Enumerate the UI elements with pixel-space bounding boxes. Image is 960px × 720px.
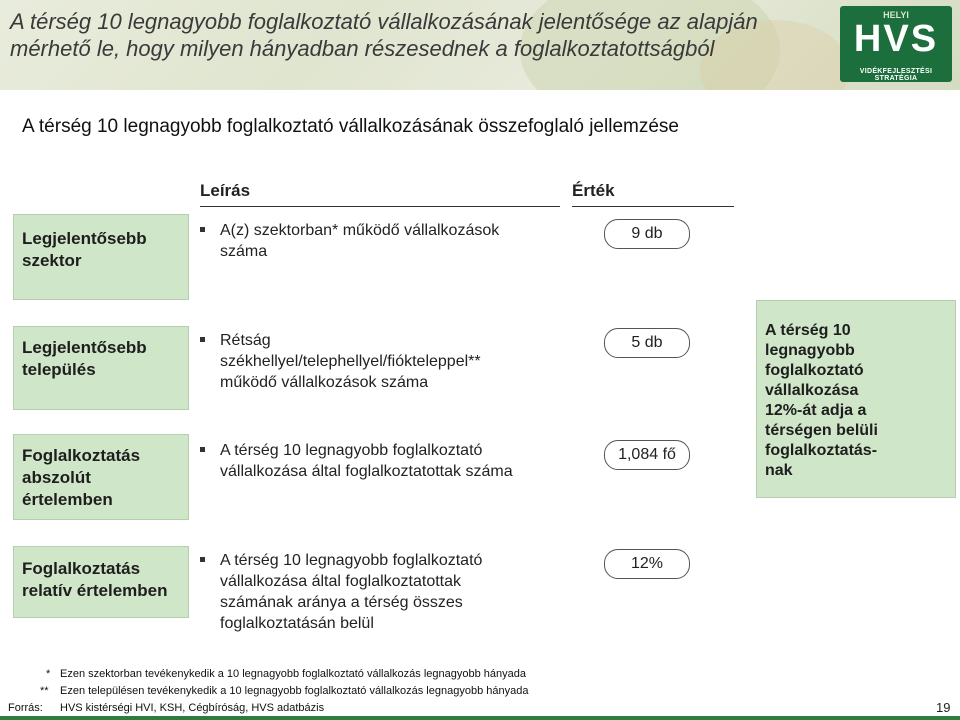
row-label-box: [13, 326, 189, 410]
column-header-description: Leírás: [200, 181, 251, 200]
header-banner: [0, 0, 960, 90]
row-description: [200, 550, 580, 636]
footnote-mark: **: [40, 685, 49, 697]
column-underline: [200, 206, 560, 207]
value-pill: 5 db: [604, 328, 690, 358]
summary-line: nak: [765, 462, 793, 479]
summary-line: foglalkoztató: [765, 362, 864, 379]
bottom-accent-bar: [0, 716, 960, 720]
row-description: [200, 330, 580, 396]
row-description: [200, 440, 580, 484]
footnote-text: Ezen településen tevékenykedik a 10 legnagyobb foglalkoztató vállalkozás legnagyobb hányada: [60, 685, 529, 697]
value-pill: 1,084 fő: [604, 440, 690, 470]
description-line: számának aránya a térség összes: [220, 594, 463, 611]
row-label-box: [13, 214, 189, 300]
bullet-icon: [200, 447, 205, 452]
row-label: Foglalkoztatás relatív értelemben: [22, 559, 168, 600]
hvs-logo: [840, 6, 952, 82]
bullet-icon: [200, 227, 205, 232]
summary-line: 12%-át adja a: [765, 402, 867, 419]
description-line: A(z) szektorban* működő vállalkozások: [220, 222, 500, 239]
logo-small-text: HELYI: [883, 10, 909, 20]
value-pill: 9 db: [604, 219, 690, 249]
description-line: székhellyel/telephellyel/fiókteleppel**: [220, 353, 481, 370]
page-number: 19: [936, 700, 951, 715]
slide-title: A térség 10 legnagyobb foglalkoztató vállalkozásának jelentősége az alapján mérhető le, hogy milyen hányadban részesednek a foglalkoztatottságból: [10, 9, 758, 61]
summary-line: foglalkoztatás-: [765, 442, 878, 459]
row-label: Legjelentősebb település: [22, 338, 147, 379]
row-label-box: [13, 434, 189, 520]
description-line: A térség 10 legnagyobb foglalkoztató: [220, 552, 483, 569]
footnote-mark: *: [46, 668, 51, 680]
description-line: száma: [220, 243, 268, 260]
summary-line: A térség 10: [765, 322, 851, 339]
section-subtitle: A térség 10 legnagyobb foglalkoztató vállalkozásának összefoglaló jellemzése: [22, 116, 679, 137]
description-line: vállalkozása által foglalkoztatottak: [220, 573, 462, 590]
row-description: [200, 220, 580, 264]
description-line: Rétság: [220, 332, 271, 349]
source-text: HVS kistérségi HVI, KSH, Cégbíróság, HVS adatbázis: [60, 702, 325, 714]
bullet-icon: [200, 557, 205, 562]
column-header-value: Érték: [572, 181, 615, 200]
column-underline: [572, 206, 734, 207]
logo-main-text: HVS: [853, 18, 939, 60]
summary-line: legnagyobb: [765, 342, 855, 359]
footnote-text: Ezen szektorban tevékenykedik a 10 legnagyobb foglalkoztató vállalkozás legnagyobb hányada: [60, 668, 526, 680]
summary-line: térségen belüli: [765, 422, 878, 439]
logo-sub-text: VIDÉKFEJLESZTÉSI STRATÉGIA: [859, 68, 933, 82]
summary-text: [765, 321, 949, 481]
description-line: vállalkozása által foglalkoztatottak száma: [220, 463, 513, 480]
row-label: Foglalkoztatás abszolút értelemben: [22, 446, 141, 509]
summary-line: vállalkozása: [765, 382, 859, 399]
bullet-icon: [200, 337, 205, 342]
value-pill: 12%: [604, 549, 690, 579]
row-label: Legjelentősebb szektor: [22, 229, 147, 270]
source-label: Forrás:: [8, 702, 43, 714]
summary-box: [756, 300, 956, 498]
description-line: foglalkoztatásán belül: [220, 615, 374, 632]
description-line: működő vállalkozások száma: [220, 374, 429, 391]
description-line: A térség 10 legnagyobb foglalkoztató: [220, 442, 483, 459]
row-label-box: [13, 546, 189, 618]
